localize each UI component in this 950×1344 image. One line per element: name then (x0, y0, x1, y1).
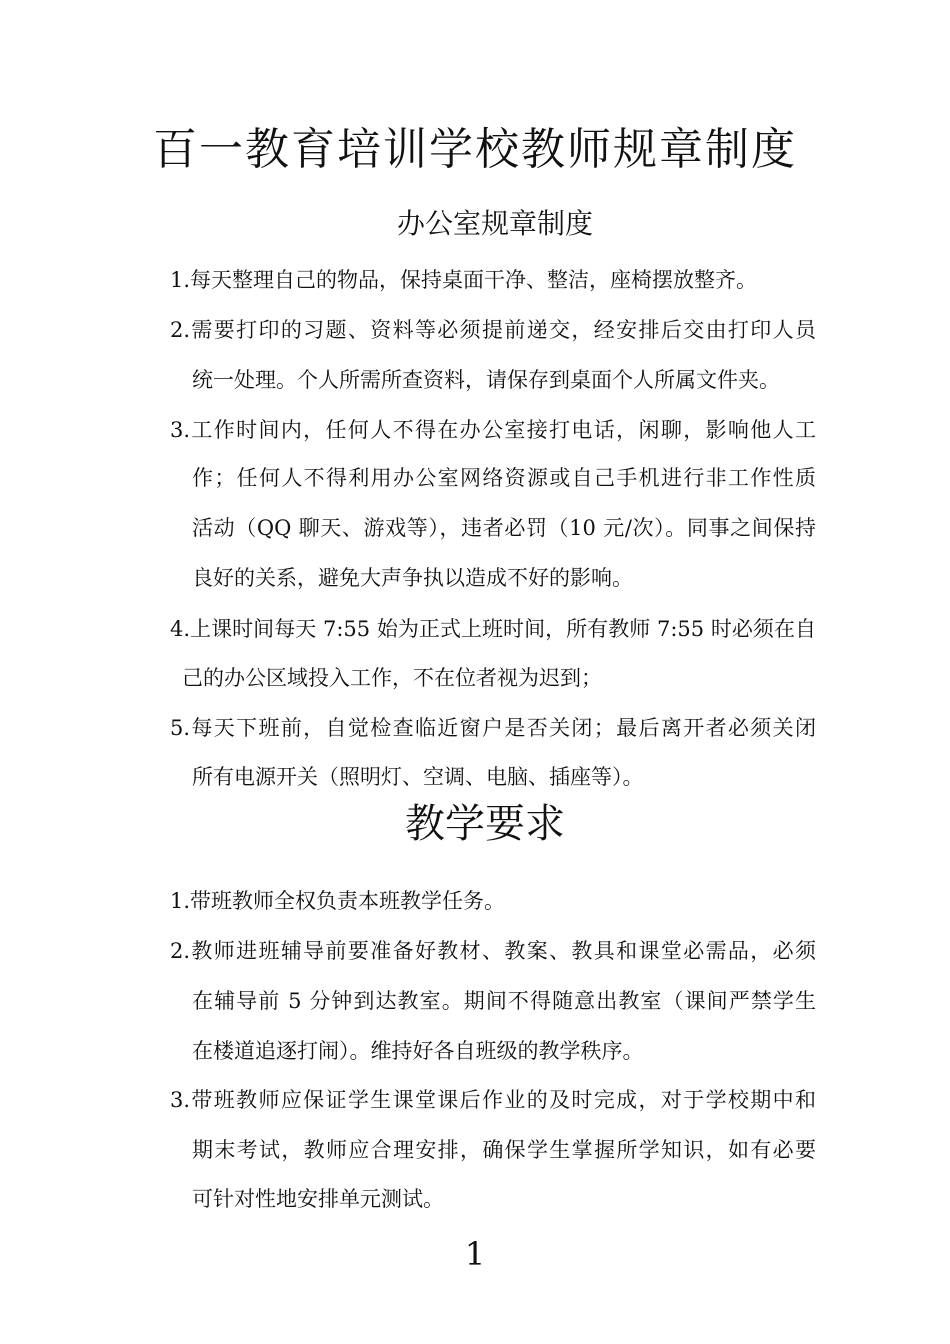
teaching-rule-line: 在辅导前 5 分钟到达教室。期间不得随意出教室（课间严禁学生 (192, 989, 816, 1013)
document-title: 百一教育培训学校教师规章制度 (153, 124, 797, 175)
teaching-rule-line: 在楼道追逐打闹）。维持好各自班级的教学秩序。 (192, 1039, 644, 1063)
office-rule-line: 所有电源开关（照明灯、空调、电脑、插座等）。 (192, 765, 644, 789)
section-heading-office: 办公室规章制度 (396, 207, 593, 240)
office-rule-line: 1.每天整理自己的物品，保持桌面干净、整洁，座椅摆放整齐。 (170, 268, 758, 292)
office-rule-line: 作；任何人不得利用办公室网络资源或自己手机进行非工作性质 (192, 466, 816, 490)
office-rule-line: 3.工作时间内，任何人不得在办公室接打电话，闲聊，影响他人工 (170, 418, 816, 442)
office-rule-line: 4.上课时间每天 7:55 始为正式上班时间，所有教师 7:55 时必须在自 (170, 617, 816, 641)
page-number: 1 (464, 1235, 486, 1273)
teaching-rule-line: 3.带班教师应保证学生课堂课后作业的及时完成，对于学校期中和 (170, 1088, 816, 1112)
section-heading-teaching: 教学要求 (405, 801, 565, 847)
office-rule-line: 活动（QQ 聊天、游戏等），违者必罚（10 元/次）。同事之间保持 (192, 516, 816, 540)
teaching-rule-line: 2.教师进班辅导前要准备好教材、教案、教具和课堂必需品，必须 (170, 939, 816, 963)
office-rule-line: 5.每天下班前，自觉检查临近窗户是否关闭；最后离开者必须关闭 (170, 716, 816, 740)
teaching-rule-line: 1.带班教师全权负责本班教学任务。 (170, 889, 506, 913)
office-rule-line: 良好的关系，避免大声争执以造成不好的影响。 (192, 566, 633, 590)
office-rule-line: 己的办公区域投入工作，不在位者视为迟到； (182, 666, 602, 690)
office-rule-line: 统一处理。个人所需所查资料，请保存到桌面个人所属文件夹。 (192, 368, 780, 392)
teaching-rule-line: 可针对性地安排单元测试。 (192, 1187, 444, 1211)
office-rule-line: 2.需要打印的习题、资料等必须提前递交，经安排后交由打印人员 (170, 318, 816, 342)
teaching-rule-line: 期末考试，教师应合理安排，确保学生掌握所学知识，如有必要 (192, 1138, 816, 1162)
